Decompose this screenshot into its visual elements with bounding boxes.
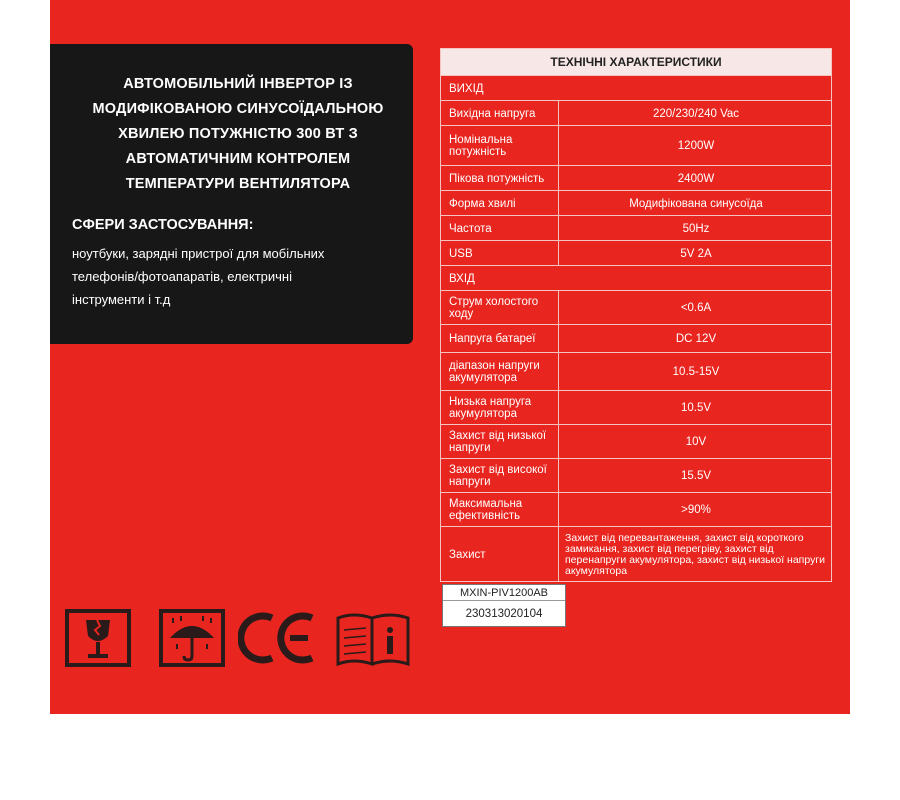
title-line: АВТОМАТИЧНИМ КОНТРОЛЕМ: [125, 151, 351, 167]
table-row: [441, 526, 831, 582]
keep-dry-icon: [158, 608, 226, 668]
row-key: Максимальна ефективність: [449, 498, 523, 522]
row-value: 5V 2A: [680, 247, 712, 260]
spec-table: [440, 48, 832, 582]
row-key: Низька напруга акумулятора: [449, 396, 532, 420]
table-row: [441, 125, 831, 166]
applications-line: ноутбуки, зарядні пристрої для мобільних: [72, 246, 325, 261]
row-value: DC 12V: [675, 333, 717, 345]
title-line: ТЕМПЕРАТУРИ ВЕНТИЛЯТОРА: [125, 176, 351, 192]
title-line: АВТОМОБІЛЬНИЙ ІНВЕРТОР ІЗ: [123, 76, 353, 92]
table-row: [441, 100, 831, 126]
row-value: 10.5-15V: [672, 366, 720, 378]
row-value: 15.5V: [680, 470, 712, 482]
row-key: Захист: [449, 548, 486, 561]
row-value: 50Hz: [682, 222, 710, 235]
spec-table-title: ТЕХНІЧНІ ХАРАКТЕРИСТИКИ: [441, 49, 831, 75]
product-title: [68, 72, 408, 197]
table-row: [441, 492, 831, 527]
title-line: ХВИЛЕЮ ПОТУЖНІСТЮ 300 ВТ З: [118, 126, 358, 142]
fragile-icon: [64, 608, 132, 668]
section-label: ВИХІД: [449, 82, 484, 95]
table-row: [441, 390, 831, 425]
title-line: МОДИФІКОВАНОЮ СИНУСОЇДАЛЬНОЮ: [92, 101, 384, 117]
table-row: [441, 424, 831, 459]
row-value: 220/230/240 Vac: [652, 107, 740, 120]
row-key: Вихідна напруга: [449, 107, 536, 120]
section-heading-output: [441, 75, 831, 101]
applications-line: телефонів/фотоапаратів, електричні: [72, 269, 292, 284]
row-key: Струм холостого ходу: [449, 296, 539, 320]
row-key: Частота: [449, 222, 492, 235]
row-value: 10.5V: [680, 402, 712, 414]
table-row: [441, 458, 831, 493]
row-value: >90%: [681, 504, 711, 516]
description-panel: [50, 44, 413, 344]
row-key: Форма хвилі: [449, 197, 516, 210]
ce-mark-icon: [238, 608, 318, 668]
section-heading-input: [441, 265, 831, 291]
table-row: [441, 240, 831, 266]
table-row: [441, 290, 831, 325]
row-key: діапазон напруги акумулятора: [449, 360, 540, 384]
table-row: [441, 215, 831, 241]
row-key: Пікова потужність: [449, 172, 545, 185]
applications-text: [72, 242, 402, 311]
row-value: 1200W: [677, 140, 715, 152]
table-row: [441, 165, 831, 191]
table-row: [441, 352, 831, 391]
applications-heading: СФЕРИ ЗАСТОСУВАННЯ:: [72, 217, 254, 233]
row-value: 2400W: [677, 172, 715, 185]
product-sticker: [442, 584, 566, 627]
row-key: Захист від низької напруги: [449, 430, 547, 454]
section-label: ВХІД: [449, 272, 475, 285]
row-key: USB: [449, 247, 473, 260]
row-value: Захист від перевантаження, захист від короткого замикання, захист від перегріву, захист від перенапруги акумулятора, захист від низької напруги акумулятора: [565, 531, 826, 577]
row-value: <0.6A: [680, 302, 712, 314]
read-manual-icon: [334, 608, 412, 668]
row-key: Номінальна потужність: [449, 134, 513, 158]
model-number: MXIN-PIV1200AB: [443, 586, 565, 601]
row-value: Модифікована синусоїда: [629, 197, 763, 210]
table-row: [441, 324, 831, 353]
applications-line: інструменти і т.д: [72, 292, 171, 307]
row-key: Напруга батареї: [449, 333, 536, 345]
row-value: 10V: [685, 436, 707, 448]
serial-number: 230313020104: [465, 608, 543, 620]
table-row: [441, 190, 831, 216]
row-key: Захист від високої напруги: [449, 464, 547, 488]
